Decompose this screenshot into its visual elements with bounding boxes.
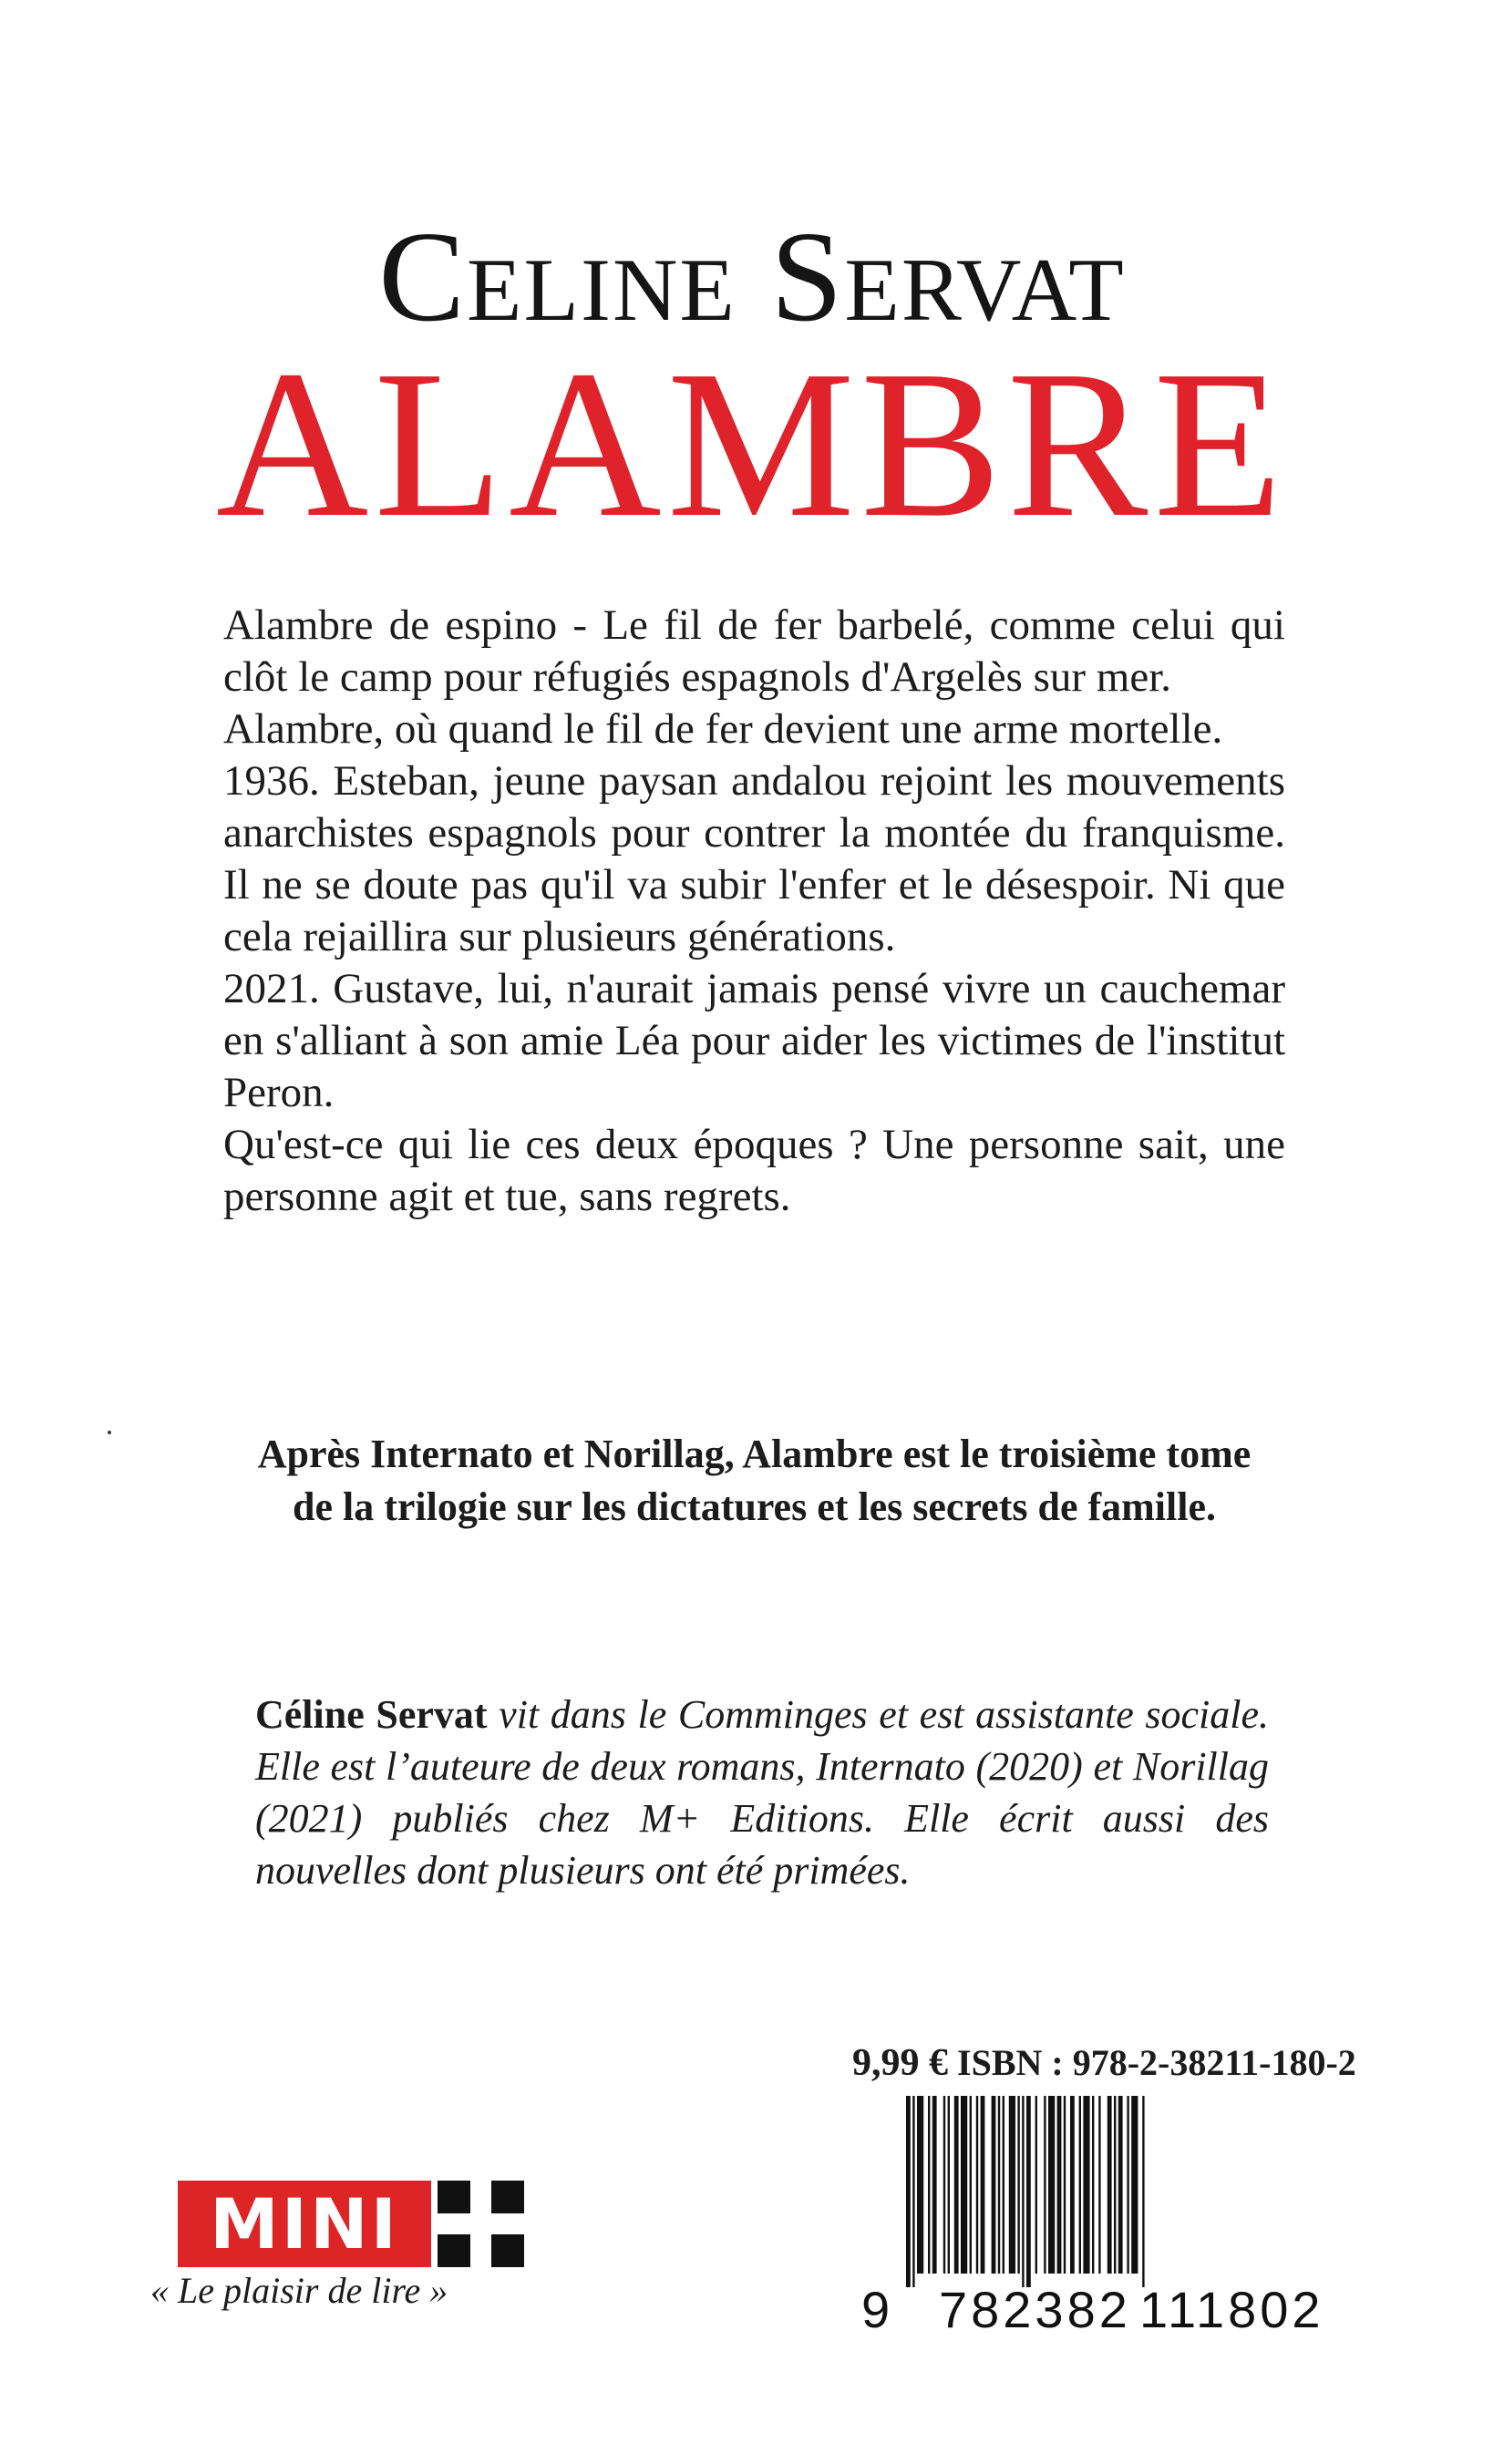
barcode-bar <box>1107 2096 1112 2274</box>
barcode-bar <box>1127 2096 1128 2274</box>
book-title: ALAMBRE <box>215 327 1289 561</box>
author-bio <box>255 1689 1269 1896</box>
isbn: ISBN : 978-2-38211-180-2 <box>957 2042 1356 2083</box>
barcode-bar <box>1017 2096 1019 2274</box>
blurb-paragraph: 1936. Esteban, jeune paysan andalou rejoint les mouvements anarchistes espagnols pour contrer la montée du franquisme. Il ne se doute pas qu'il va subir l'enfer et le désespoir. Ni que cela rejaillira sur plusieurs générations. <box>223 757 1285 960</box>
back-cover-blurb <box>223 600 1285 1223</box>
series-highlight: Après Internato et Norillag, Alambre est le troisième tome de la trilogie sur les dictatures et les secrets de famille. <box>257 1432 1252 1529</box>
logo-mini-text: MINI <box>210 2183 399 2264</box>
barcode-bar <box>1118 2096 1123 2274</box>
barcode-right-digits: 111802 <box>1139 2281 1324 2338</box>
barcode-bar <box>981 2096 985 2274</box>
barcode-bar <box>1057 2096 1062 2274</box>
barcode-bar <box>1044 2096 1046 2274</box>
barcode-bar <box>928 2096 930 2274</box>
barcode-bar <box>948 2096 950 2274</box>
barcode-left-digits: 782382 <box>939 2281 1131 2338</box>
barcode-bar <box>992 2096 996 2274</box>
barcode-bar <box>1092 2096 1094 2274</box>
barcode-bar <box>976 2096 978 2274</box>
publisher-tagline: « Le plaisir de lire » <box>150 2270 448 2311</box>
barcode-bar <box>961 2096 967 2274</box>
barcode-bar <box>1048 2096 1055 2274</box>
price: 9,99 € <box>852 2042 948 2084</box>
barcode-bar <box>1079 2096 1081 2274</box>
barcode-bar <box>1026 2096 1031 2287</box>
stray-dot <box>108 1431 111 1434</box>
barcode-bar <box>1083 2096 1089 2274</box>
logo-mini-box <box>178 2181 431 2267</box>
barcode-bar <box>932 2096 937 2274</box>
barcode-bar <box>970 2096 972 2274</box>
barcode-bar <box>1142 2096 1144 2287</box>
barcode-bar <box>1098 2096 1100 2274</box>
bio-author-name: Céline Servat <box>255 1692 488 1737</box>
barcode-bar <box>954 2096 959 2274</box>
blurb-paragraph: Qu'est-ce qui lie ces deux époques ? Une personne sait, une personne agit et tue, sans regrets. <box>223 1121 1285 1220</box>
barcode-bar <box>912 2096 914 2287</box>
bio-text: vit dans le Comminges et est assistante sociale. Elle est l’auteure de deux romans, Internato (2020) et Norillag (2021) publiés chez M+ Editions. Elle écrit aussi des nouvelles dont plusieurs ont été primées. <box>255 1692 1269 1893</box>
blurb-paragraph: Alambre, où quand le fil de fer devient une arme mortelle. <box>223 705 1223 753</box>
barcode-bar <box>1022 2096 1024 2287</box>
blurb-paragraph: Alambre de espino - Le fil de fer barbelé, comme celui qui clôt le camp pour réfugiés espagnols d'Argelès sur mer. <box>223 601 1285 701</box>
barcode-bar <box>1131 2096 1138 2274</box>
barcode-first-digit: 9 <box>861 2281 891 2338</box>
barcode-bar <box>1009 2096 1015 2274</box>
price-isbn-line <box>852 2041 1381 2085</box>
barcode-bar <box>1003 2096 1004 2274</box>
barcode-bar <box>1064 2096 1066 2274</box>
barcode <box>902 2096 1331 2296</box>
barcode-bar <box>998 2096 1000 2274</box>
barcode-bar <box>1070 2096 1075 2274</box>
barcode-bar <box>906 2096 911 2287</box>
blurb-paragraph: 2021. Gustave, lui, n'aurait jamais pensé vivre un cauchemar en s'alliant à son amie Léa pour aider les victimes de l'institut Peron. <box>223 965 1285 1116</box>
plus-icon <box>438 2181 524 2267</box>
barcode-bar <box>1114 2096 1116 2274</box>
barcode-bar <box>917 2096 923 2274</box>
barcode-bar <box>1035 2096 1037 2274</box>
publisher-logo <box>178 2181 524 2267</box>
barcode-bar <box>943 2096 945 2274</box>
author-name: Celine Servat <box>378 204 1126 348</box>
